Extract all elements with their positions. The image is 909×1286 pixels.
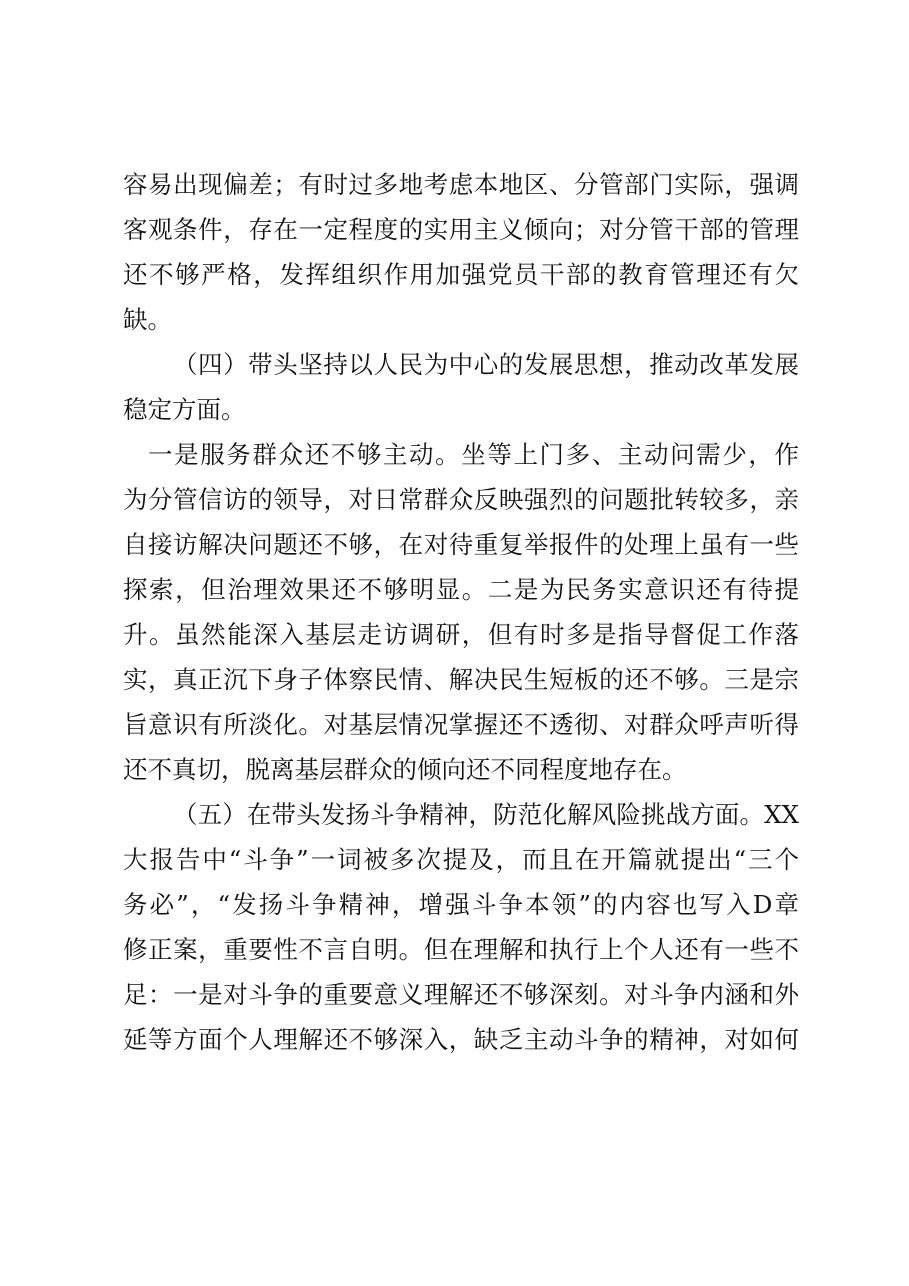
text-line: （四）带头坚持以人民为中心的发展思想，推动改革发展 [173, 350, 799, 379]
text-line: （五）在带头发扬斗争精神，防范化解风险挑战方面。XX [173, 800, 799, 829]
text-line: 还不够严格，发挥组织作用加强党员干部的教育管理还有欠 [123, 260, 799, 289]
paragraph-continuation [123, 162, 799, 342]
document-body [123, 162, 799, 1062]
text-line: 还不真切，脱离基层群众的倾向还不同程度地存在。 [123, 755, 687, 784]
text-line: 务必”，“发扬斗争精神，增强斗争本领”的内容也写入D章 [123, 890, 799, 919]
section-heading-four [123, 342, 799, 432]
text-line: 延等方面个人理解还不够深入，缺乏主动斗争的精神，对如何 [123, 1025, 799, 1054]
text-line: 缺。 [123, 305, 172, 334]
text-line: 大报告中“斗争”一词被多次提及，而且在开篇就提出“三个 [123, 845, 799, 874]
paragraph-service [123, 432, 799, 792]
text-line: 修正案，重要性不言自明。但在理解和执行上个人还有一些不 [123, 935, 799, 964]
text-line: 一是服务群众还不够主动。坐等上门多、主动问需少，作 [148, 440, 799, 469]
text-line: 探索，但治理效果还不够明显。二是为民务实意识还有待提 [123, 575, 799, 604]
text-line: 稳定方面。 [123, 395, 246, 424]
text-line: 为分管信访的领导，对日常群众反映强烈的问题批转较多，亲 [123, 485, 799, 514]
text-line: 旨意识有所淡化。对基层情况掌握还不透彻、对群众呼声听得 [123, 710, 799, 739]
text-line: 自接访解决问题还不够，在对待重复举报件的处理上虽有一些 [123, 530, 799, 559]
text-line: 容易出现偏差；有时过多地考虑本地区、分管部门实际，强调 [123, 170, 799, 199]
text-line: 升。虽然能深入基层走访调研，但有时多是指导督促工作落 [123, 620, 799, 649]
text-line: 实，真正沉下身子体察民情、解决民生短板的还不够。三是宗 [123, 665, 799, 694]
text-line: 客观条件，存在一定程度的实用主义倾向；对分管干部的管理 [123, 215, 799, 244]
text-line: 足：一是对斗争的重要意义理解还不够深刻。对斗争内涵和外 [123, 980, 799, 1009]
section-heading-five [123, 792, 799, 1062]
